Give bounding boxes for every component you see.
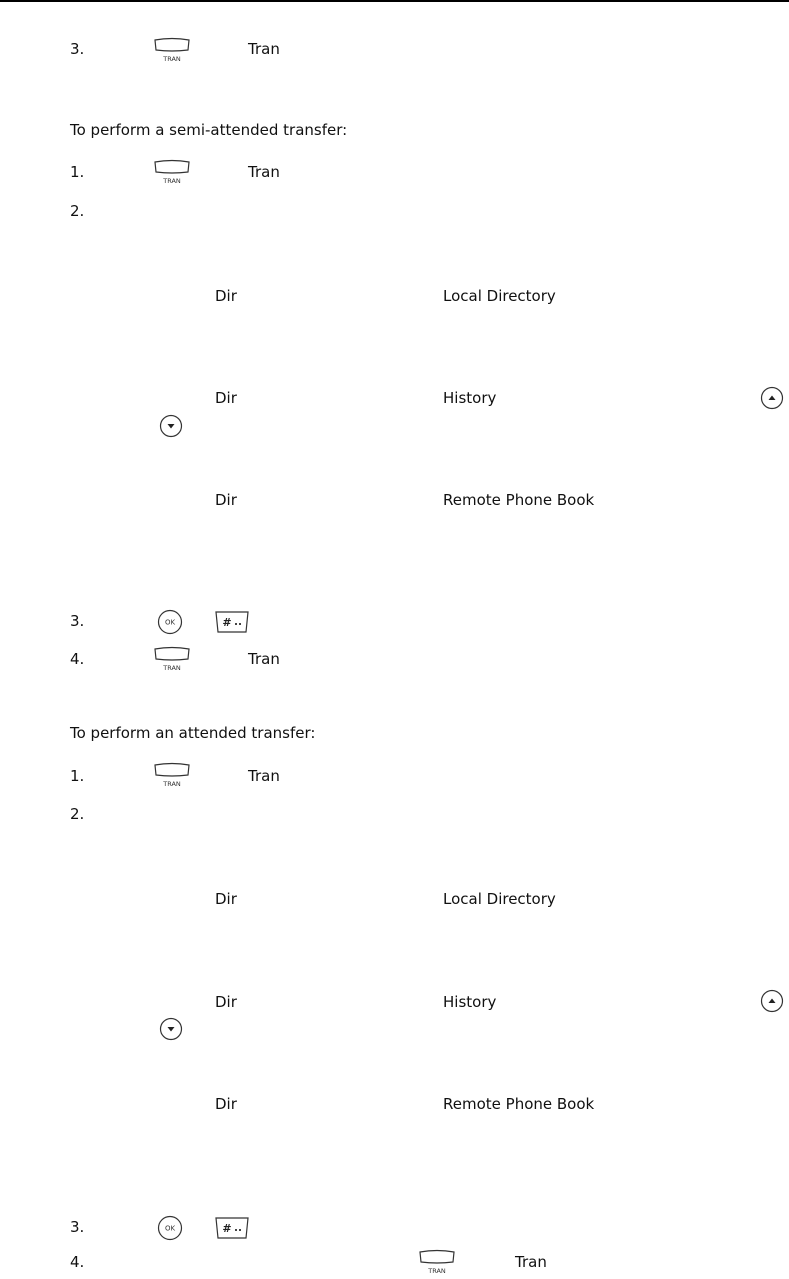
ok-key-icon bbox=[157, 1215, 183, 1241]
dir-softkey-label: Dir bbox=[215, 890, 237, 908]
tran-key-icon bbox=[152, 647, 192, 673]
svg-text:OK: OK bbox=[164, 1224, 176, 1233]
step-number: 3. bbox=[70, 40, 85, 58]
menu-item-history: History bbox=[443, 993, 497, 1011]
svg-text:OK: OK bbox=[164, 618, 176, 627]
step-number: 3. bbox=[70, 612, 85, 630]
dir-softkey-label: Dir bbox=[215, 389, 237, 407]
menu-item-history: History bbox=[443, 389, 497, 407]
tran-softkey-label: Tran bbox=[248, 163, 280, 181]
tran-softkey-label: Tran bbox=[248, 40, 280, 58]
step-number: 3. bbox=[70, 1218, 85, 1236]
tran-key-icon bbox=[152, 160, 192, 186]
svg-text:#: # bbox=[222, 616, 232, 629]
svg-text:TRAN: TRAN bbox=[163, 664, 181, 672]
ok-key-icon bbox=[157, 609, 183, 635]
menu-item-remote-phone-book: Remote Phone Book bbox=[443, 491, 595, 509]
step-number: 2. bbox=[70, 202, 85, 220]
svg-text:TRAN: TRAN bbox=[163, 55, 181, 63]
dir-softkey-label: Dir bbox=[215, 287, 237, 305]
section-heading-semi-attended: To perform a semi-attended transfer: bbox=[70, 121, 348, 139]
svg-text:TRAN: TRAN bbox=[163, 780, 181, 788]
tran-key-icon bbox=[152, 38, 192, 64]
section-heading-attended: To perform an attended transfer: bbox=[70, 724, 316, 742]
step-number: 4. bbox=[70, 1253, 85, 1271]
menu-item-local-directory: Local Directory bbox=[443, 287, 556, 305]
svg-text:TRAN: TRAN bbox=[163, 177, 181, 185]
down-arrow-key-icon bbox=[159, 414, 183, 438]
menu-item-local-directory: Local Directory bbox=[443, 890, 556, 908]
step-number: 1. bbox=[70, 767, 85, 785]
tran-softkey-label: Tran bbox=[515, 1253, 547, 1271]
pound-send-key-icon bbox=[213, 1216, 251, 1240]
page-top-rule bbox=[0, 0, 789, 2]
menu-item-remote-phone-book: Remote Phone Book bbox=[443, 1095, 595, 1113]
up-arrow-key-icon bbox=[760, 989, 784, 1013]
step-number: 1. bbox=[70, 163, 85, 181]
tran-key-icon bbox=[417, 1250, 457, 1276]
tran-softkey-label: Tran bbox=[248, 650, 280, 668]
step-number: 2. bbox=[70, 805, 85, 823]
dir-softkey-label: Dir bbox=[215, 491, 237, 509]
svg-text:TRAN: TRAN bbox=[428, 1267, 446, 1275]
dir-softkey-label: Dir bbox=[215, 1095, 237, 1113]
pound-send-key-icon bbox=[213, 610, 251, 634]
svg-text:#: # bbox=[222, 1222, 232, 1235]
tran-key-icon bbox=[152, 763, 192, 789]
dir-softkey-label: Dir bbox=[215, 993, 237, 1011]
tran-softkey-label: Tran bbox=[248, 767, 280, 785]
down-arrow-key-icon bbox=[159, 1017, 183, 1041]
step-number: 4. bbox=[70, 650, 85, 668]
up-arrow-key-icon bbox=[760, 386, 784, 410]
